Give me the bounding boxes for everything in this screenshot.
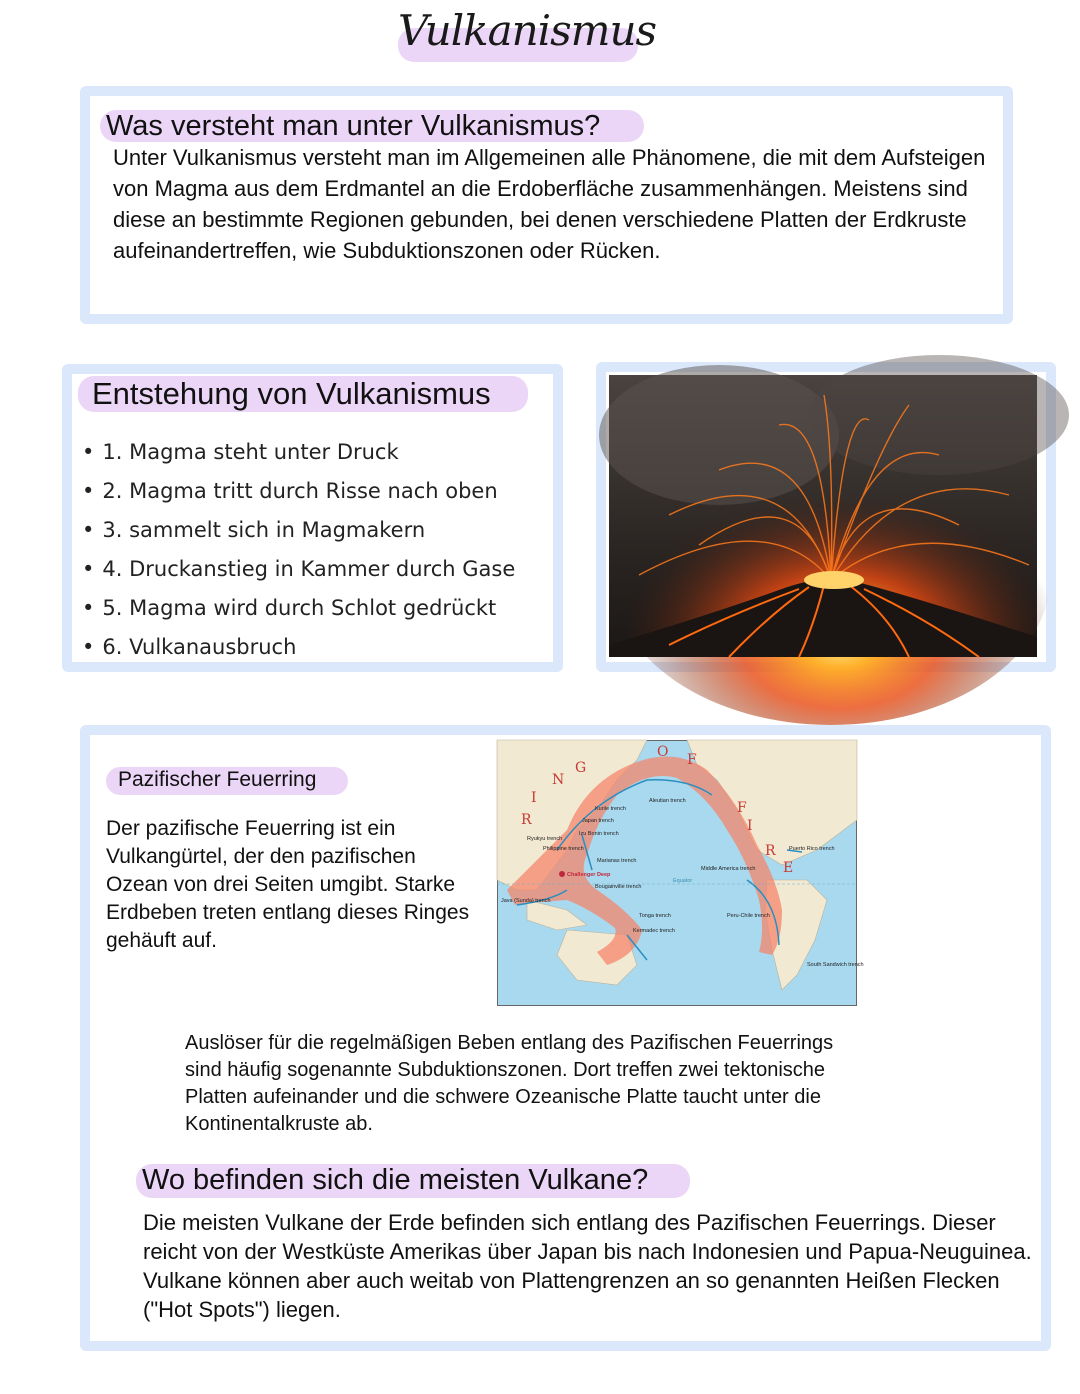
ring-letter: R	[521, 812, 532, 828]
volcano-location-heading: Wo befinden sich die meisten Vulkane?	[142, 1164, 649, 1196]
map-label: Peru-Chile trench	[727, 913, 770, 919]
list-item: • 1. Magma steht unter Druck	[82, 436, 515, 475]
map-label: Kurile trench	[595, 806, 626, 812]
list-item: • 2. Magma tritt durch Risse nach oben	[82, 475, 515, 514]
definition-heading: Was versteht man unter Vulkanismus?	[106, 110, 601, 142]
map-label: Tonga trench	[639, 913, 671, 919]
ring-letter: O	[657, 744, 669, 760]
map-label: Java (Sunda) trench	[501, 898, 551, 904]
map-label: Japan trench	[582, 818, 614, 824]
map-label: Aleutian trench	[649, 798, 686, 804]
volcano-eruption-image	[609, 375, 1037, 657]
definition-text: Unter Vulkanismus versteht man im Allgemeinen alle Phänomene, die mit dem Aufsteigen von Magma aus dem Erdmantel an die Erdoberfläche zusammenhängen. Meistens sind diese an bestimmte Regionen gebunden, bei denen verschiedene Platten der Erdkruste aufeinandertreffen, wie Subduktionszonen oder Rücken.	[113, 145, 986, 263]
list-item: • 4. Druckanstieg in Kammer durch Gase	[82, 553, 515, 592]
ring-letter: E	[783, 860, 794, 876]
ring-letter: F	[737, 800, 747, 816]
ring-letter: I	[531, 790, 537, 806]
ring-letter: G	[575, 760, 587, 776]
map-label: Bougainville trench	[595, 884, 642, 890]
map-label: Middle America trench	[701, 866, 756, 872]
map-label: Ryukyu trench	[527, 836, 563, 842]
ring-heading: Pazifischer Feuerring	[118, 768, 317, 791]
map-label: South Sandwich trench	[807, 962, 864, 968]
map-label: Izu Bonin trench	[579, 831, 619, 837]
formation-steps	[82, 436, 515, 670]
map-label: Marianas trench	[597, 858, 637, 864]
ring-text: Der pazifische Feuerring ist ein Vulkangürtel, der den pazifischen Ozean von drei Seiten umgibt. Starke Erdbeben treten entlang dieses Ringes gehäuft auf.	[106, 817, 470, 952]
list-item: • 6. Vulkanausbruch	[82, 631, 515, 670]
volcano-location-text: Die meisten Vulkane der Erde befinden sich entlang des Pazifischen Feuerrings. Dieser reicht von der Westküste Amerikas über Japan bis nach Indonesien und Papua-Neuguinea. Vulkane können aber auch weitab von Plattengrenzen an so genannten Heißen Flecken ("Hot Spots") liegen.	[143, 1210, 1032, 1322]
map-label: Equator	[673, 878, 693, 884]
ring-letter: N	[552, 772, 565, 788]
map-label: Philippine trench	[543, 846, 584, 852]
ring-letter: F	[687, 752, 697, 768]
map-label: Kermadec trench	[633, 928, 675, 934]
formation-heading: Entstehung von Vulkanismus	[92, 376, 491, 411]
ring-letter: R	[765, 843, 776, 859]
ring-letter: I	[747, 818, 753, 834]
subduction-text: Auslöser für die regelmäßigen Beben entlang des Pazifischen Feuerrings sind häufig sogenannte Subduktionszonen. Dort treffen zwei tektonische Platten aufeinander und die schwere Ozeanische Platte taucht unter die Kontinentalkruste ab.	[185, 1032, 834, 1135]
map-label: Challenger Deep	[567, 872, 611, 878]
ring-of-fire-map	[497, 740, 864, 1006]
map-label: Puerto Rico trench	[789, 846, 835, 852]
list-item: • 5. Magma wird durch Schlot gedrückt	[82, 592, 515, 631]
list-item: • 3. sammelt sich in Magmakern	[82, 514, 515, 553]
page-title: Vulkanismus	[398, 6, 657, 55]
